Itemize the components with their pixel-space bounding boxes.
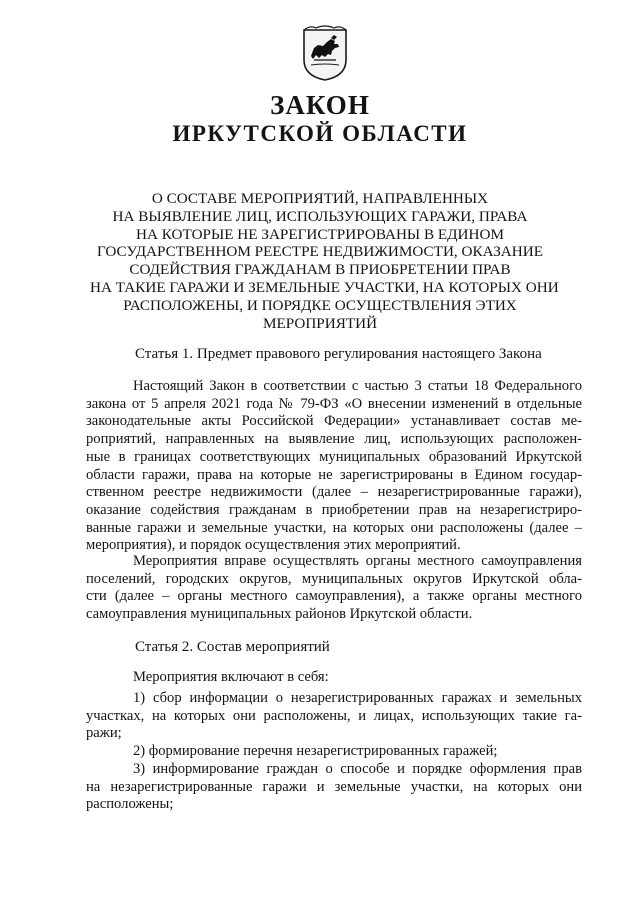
- law-title: ЗАКОН: [270, 90, 370, 120]
- text-line: ражи;: [86, 725, 122, 742]
- text-line: расположены;: [86, 796, 174, 813]
- text-line: Мероприятия вправе осуществлять органы местного самоуправления: [133, 553, 582, 569]
- article-1-paragraph-2: [86, 553, 582, 624]
- text-line: роприятий, направленных на выявление лиц, использующих расположен-: [86, 431, 582, 448]
- subtitle-line: МЕРОПРИЯТИЙ: [262, 314, 378, 332]
- article-2-heading: Статья 2. Состав мероприятий: [135, 639, 330, 655]
- text-line: области гаражи, права на которые не зарегистрированы в Едином государ-: [86, 466, 582, 483]
- subtitle-line: НА КОТОРЫЕ НЕ ЗАРЕГИСТРИРОВАНЫ В ЕДИНОМ: [136, 225, 504, 243]
- text-line: ственном реестре недвижимости (далее – незарегистрированные гаражи),: [86, 484, 582, 501]
- subtitle-line: НА ТАКИЕ ГАРАЖИ И ЗЕМЕЛЬНЫЕ УЧАСТКИ, НА КОТОРЫХ ОНИ: [90, 278, 559, 296]
- text-line: Настоящий Закон в соответствии с частью 3 статьи 18 Федерального: [133, 378, 582, 394]
- text-line: 1) сбор информации о незарегистрированных гаражах и земельных: [133, 690, 582, 706]
- subtitle-line: ГОСУДАРСТВЕННОМ РЕЕСТРЕ НЕДВИЖИМОСТИ, ОКАЗАНИЕ: [97, 243, 543, 261]
- subtitle-line: РАСПОЛОЖЕНЫ, И ПОРЯДКЕ ОСУЩЕСТВЛЕНИЯ ЭТИХ: [123, 296, 517, 314]
- text-line: ванные гаражи и земельные участки, на которых они расположены (далее –: [86, 519, 582, 536]
- text-line: мероприятия), и порядок осуществления этих мероприятий.: [86, 537, 461, 554]
- text-line: самоуправления муниципальных районов Иркутской области.: [86, 606, 473, 623]
- irkutsk-coat-of-arms-icon: [301, 24, 349, 82]
- subtitle-line: НА ВЫЯВЛЕНИЕ ЛИЦ, ИСПОЛЬЗУЮЩИХ ГАРАЖИ, ПРАВА: [112, 207, 528, 225]
- text-line: Мероприятия включают в себя:: [133, 669, 329, 685]
- article-2-item-1: [86, 690, 582, 743]
- article-1-paragraph-1: [86, 378, 582, 555]
- text-line: 3) информирование граждан о способе и порядке оформления прав: [133, 761, 582, 777]
- text-line: оказание содействия гражданам в приобретении прав на незарегистриро-: [86, 501, 582, 518]
- article-1-heading: Статья 1. Предмет правового регулирования настоящего Закона: [135, 346, 542, 362]
- text-line: участках, на которых они расположены, и лицах, использующих такие га-: [86, 707, 582, 724]
- text-line: закона от 5 апреля 2021 года № 79-ФЗ «О внесении изменений в отдельные: [86, 395, 582, 412]
- article-2-item-3: [86, 761, 582, 814]
- article-2-intro: [86, 669, 582, 687]
- article-2-item-2: [86, 743, 582, 761]
- law-subtitle: [90, 190, 559, 332]
- text-line: поселений, городских округов, муниципальных округов Иркутской обла-: [86, 570, 582, 587]
- subtitle-line: СОДЕЙСТВИЯ ГРАЖДАНАМ В ПРИОБРЕТЕНИИ ПРАВ: [129, 261, 511, 279]
- text-line: законодательные акты Российской Федерации» устанавливает состав ме-: [86, 413, 582, 430]
- law-region: ИРКУТСКОЙ ОБЛАСТИ: [172, 121, 468, 146]
- text-line: сти (далее – органы местного самоуправления), а также органы местного: [86, 588, 582, 605]
- text-line: 2) формирование перечня незарегистрированных гаражей;: [133, 743, 498, 759]
- subtitle-line: О СОСТАВЕ МЕРОПРИЯТИЙ, НАПРАВЛЕННЫХ: [151, 190, 489, 207]
- text-line: ные в границах соответствующих муниципальных образований Иркутской: [86, 448, 582, 465]
- text-line: на незарегистрированные гаражи и земельные участки, на которых они: [86, 778, 582, 795]
